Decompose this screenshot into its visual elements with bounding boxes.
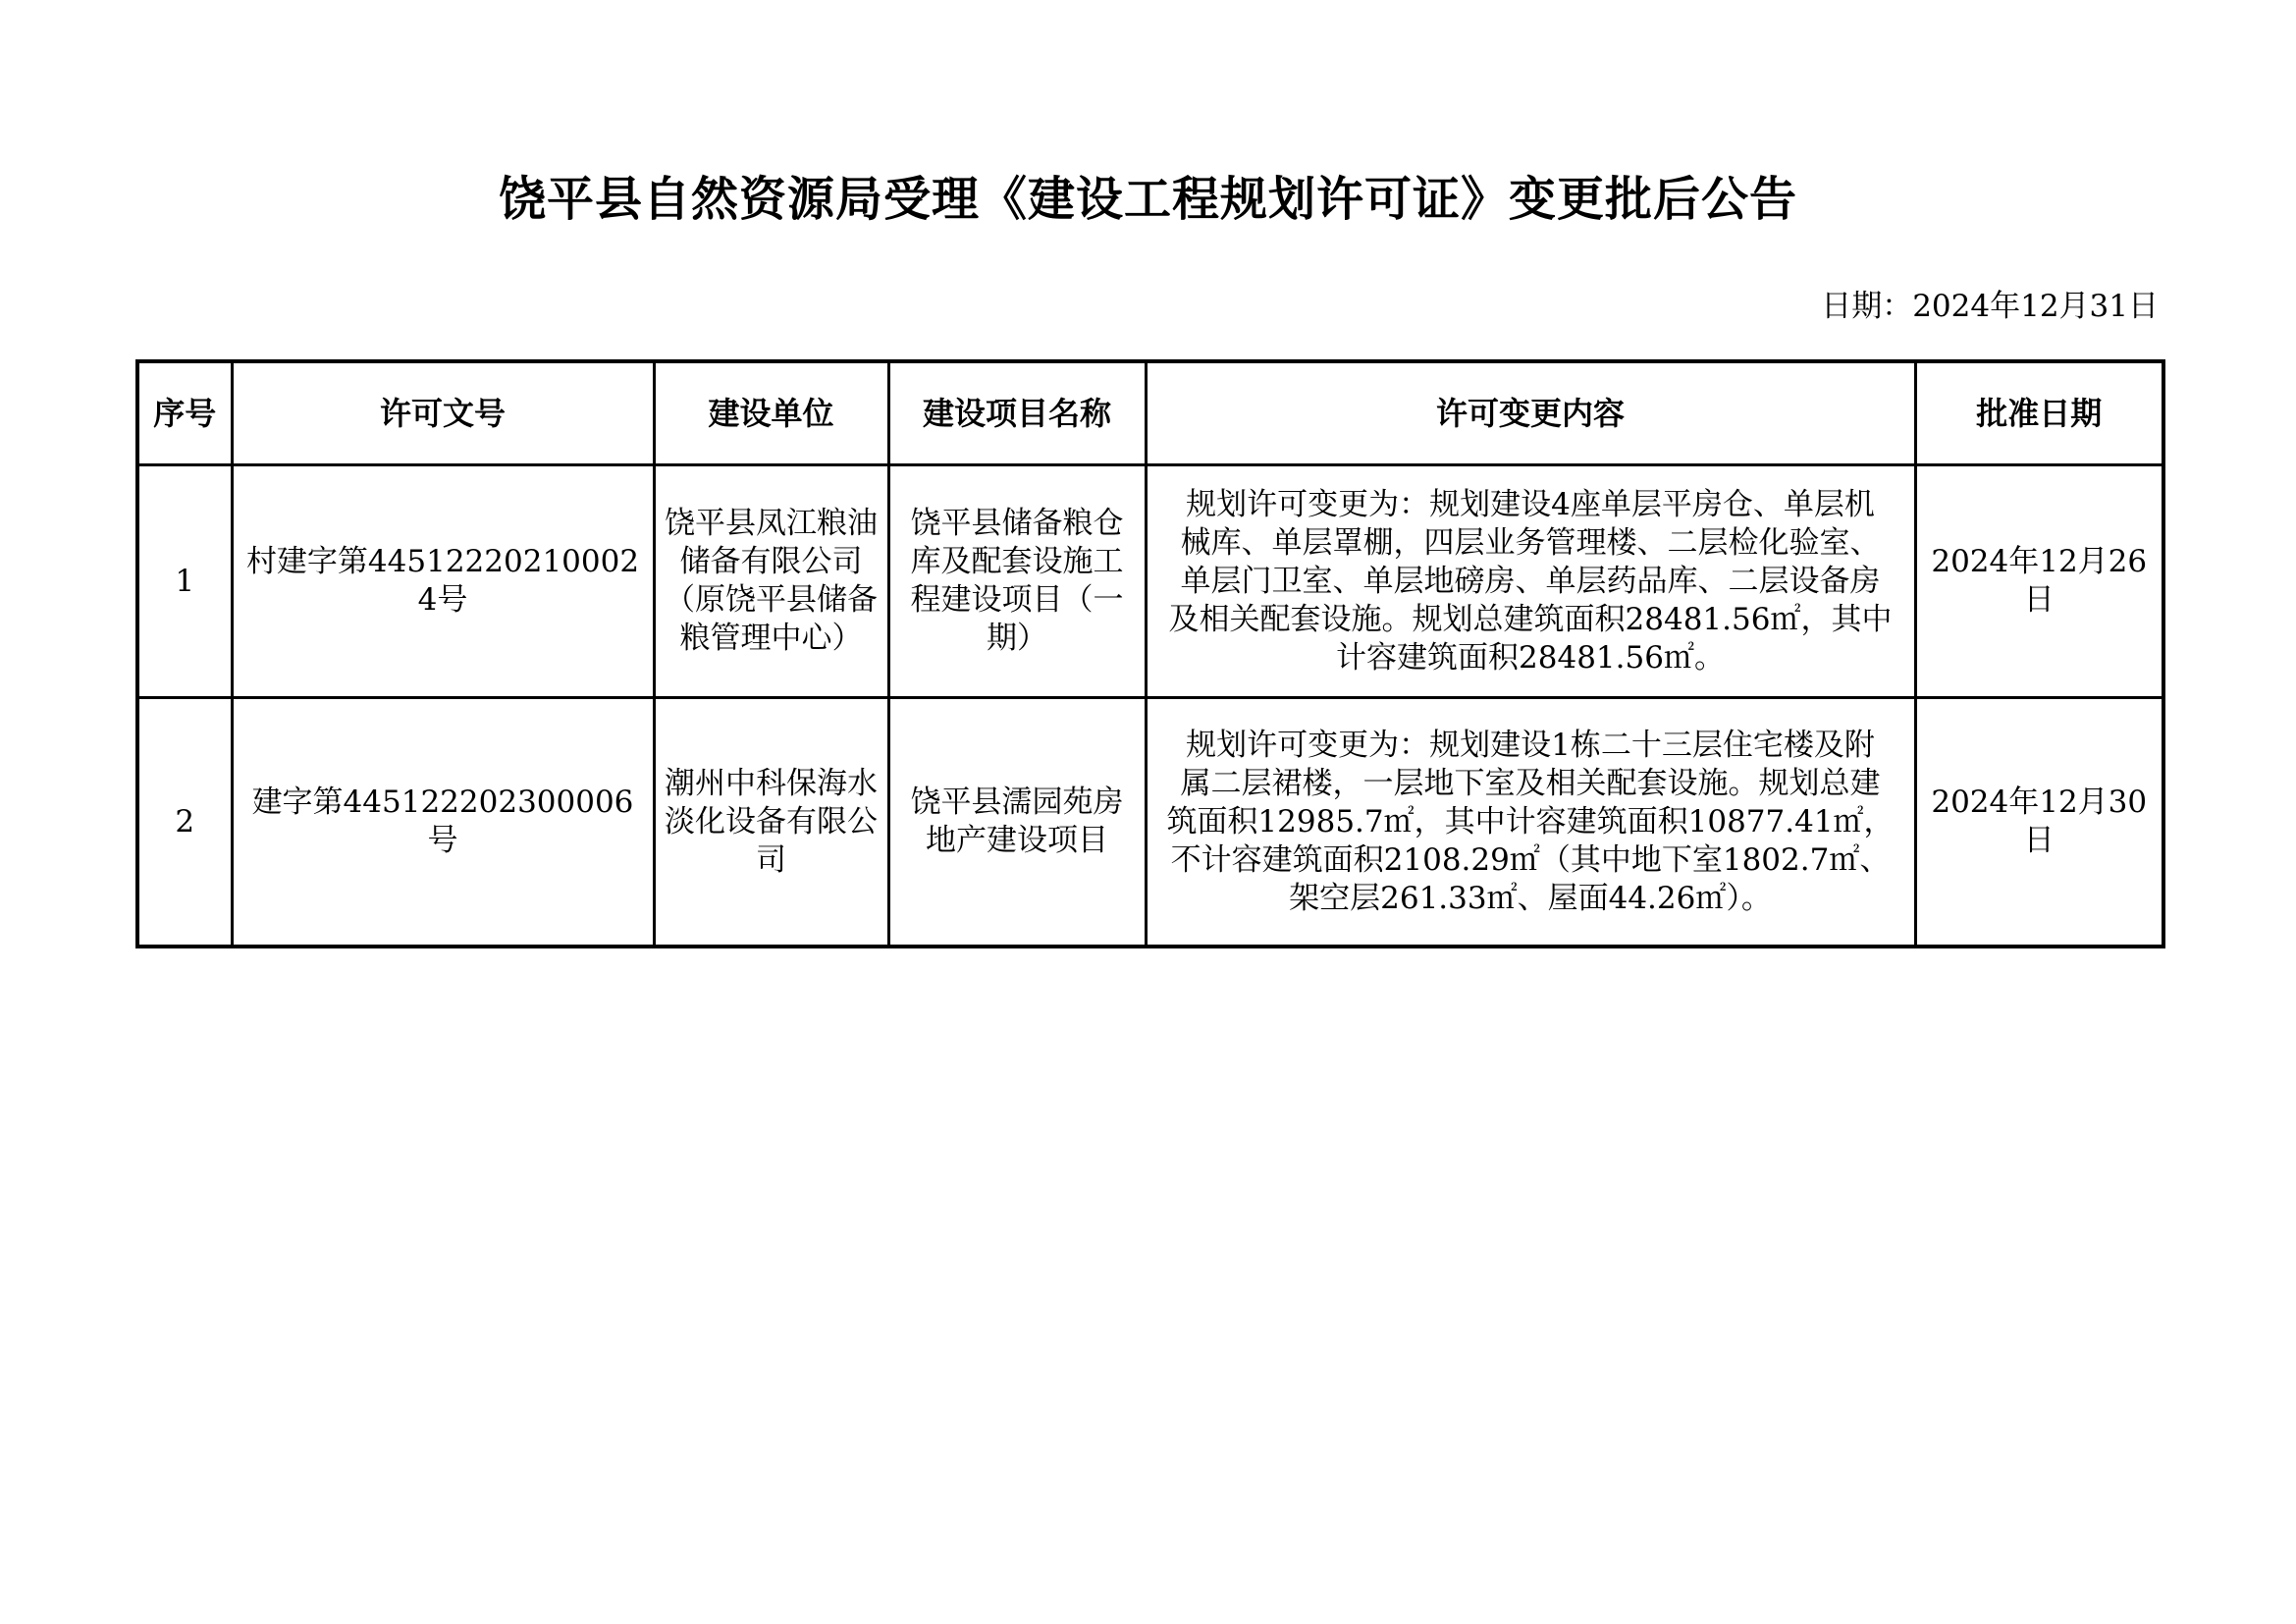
row-project: 饶平县储备粮仓库及配套设施工程建设项目（一期） xyxy=(888,465,1146,698)
content-line: 规划许可变更为：规划建设1栋二十三层住宅楼及附 xyxy=(1186,727,1875,763)
header-unit: 建设单位 xyxy=(654,361,888,465)
row-unit: 饶平县凤江粮油储备有限公司（原饶平县储备粮管理中心） xyxy=(654,465,888,698)
content-line: 及相关配套设施。规划总建筑面积28481.56㎡，其中 xyxy=(1168,601,1893,637)
page-title: 饶平县自然资源局受理《建设工程规划许可证》变更批后公告 xyxy=(498,172,1797,227)
content-line: 属二层裙楼，一层地下室及相关配套设施。规划总建 xyxy=(1180,765,1881,801)
content-line: 械库、单层罩棚，四层业务管理楼、二层检化验室、 xyxy=(1180,524,1881,561)
content-line: 不计容建筑面积2108.29㎡（其中地下室1802.7㎡、 xyxy=(1170,841,1891,878)
table-header-row xyxy=(137,361,2163,465)
permit-change-table xyxy=(135,359,2165,948)
announcement-date: 日期：2024年12月31日 xyxy=(1821,289,2159,324)
row-permit-no: 村建字第445122202100024号 xyxy=(232,465,654,698)
row-approval-date: 2024年12月26日 xyxy=(1915,465,2163,698)
row-project: 饶平县濡园苑房地产建设项目 xyxy=(888,698,1146,947)
content-line: 计容建筑面积28481.56㎡。 xyxy=(1336,639,1725,676)
table-row xyxy=(137,698,2163,947)
header-project: 建设项目名称 xyxy=(888,361,1146,465)
content-line: 规划许可变更为：规划建设4座单层平房仓、单层机 xyxy=(1186,486,1875,522)
content-line: 筑面积12985.7㎡，其中计容建筑面积10877.41㎡， xyxy=(1166,803,1895,839)
row-permit-no: 建字第445122202300006号 xyxy=(232,698,654,947)
header-content: 许可变更内容 xyxy=(1146,361,1915,465)
row-index: 2 xyxy=(137,698,232,947)
row-approval-date: 2024年12月30日 xyxy=(1915,698,2163,947)
row-index: 1 xyxy=(137,465,232,698)
content-line: 架空层261.33㎡、屋面44.26㎡）。 xyxy=(1289,880,1772,916)
header-index: 序号 xyxy=(137,361,232,465)
row-unit: 潮州中科保海水淡化设备有限公司 xyxy=(654,698,888,947)
header-approval-date: 批准日期 xyxy=(1915,361,2163,465)
row-content xyxy=(1146,698,1915,947)
header-permit-no: 许可文号 xyxy=(232,361,654,465)
table-row xyxy=(137,465,2163,698)
content-line: 单层门卫室、单层地磅房、单层药品库、二层设备房 xyxy=(1180,563,1881,599)
row-content xyxy=(1146,465,1915,698)
